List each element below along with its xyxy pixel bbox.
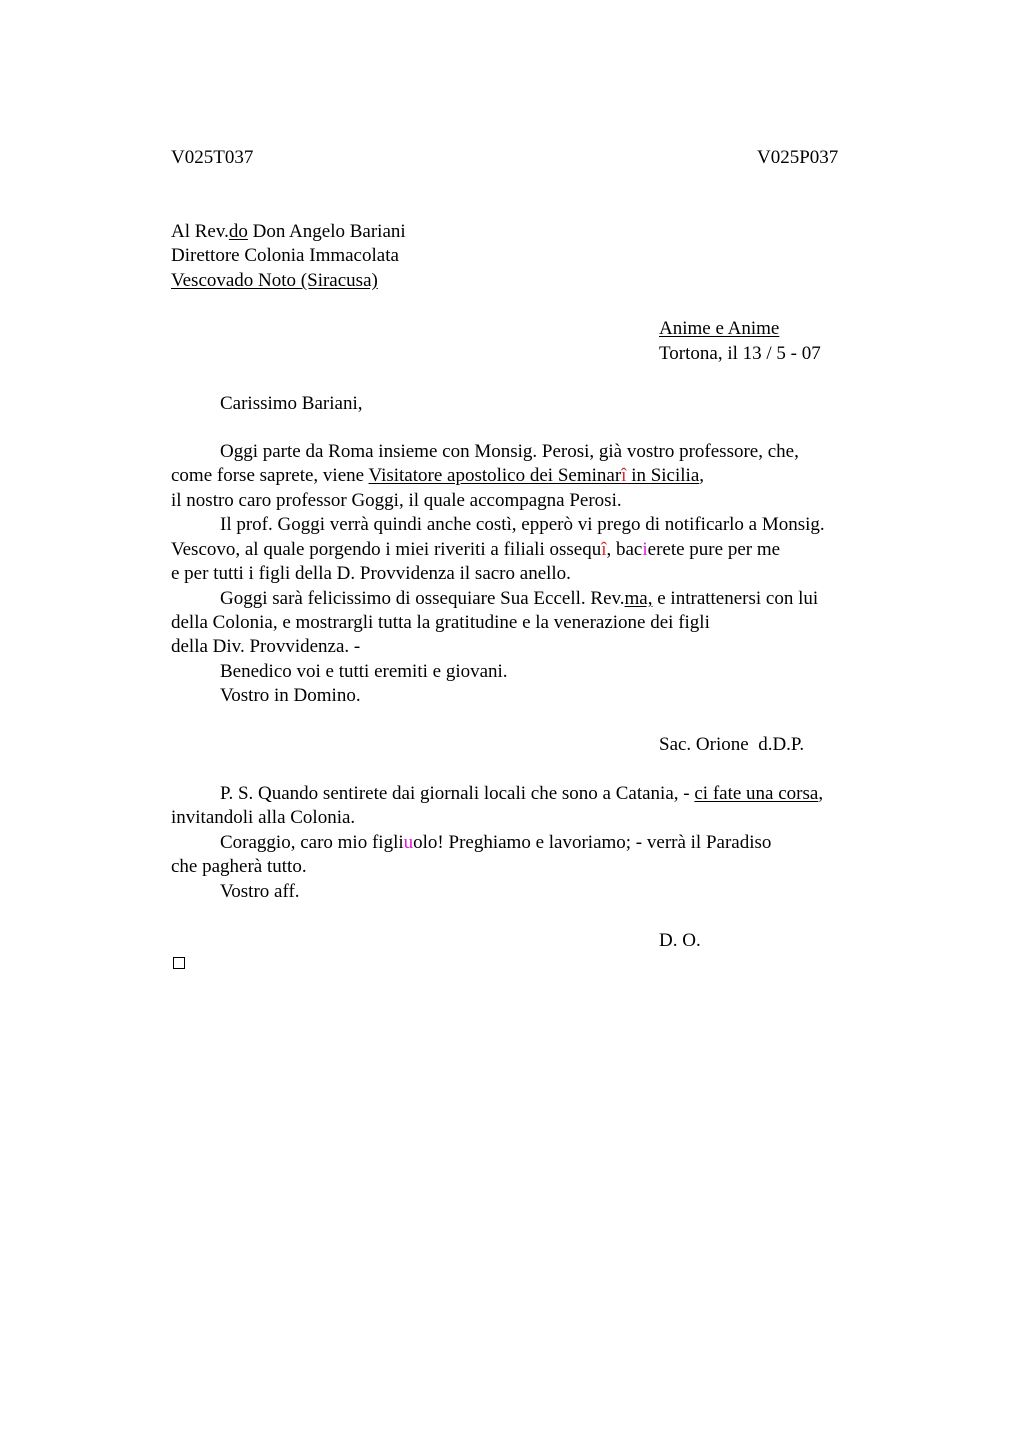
body-line [220,588,818,610]
body-text: erete pure per me [647,539,781,560]
body-text: , bac [606,539,643,560]
address-line-1 [171,221,406,243]
address-abbrev: do [228,221,248,242]
body-line: il nostro caro professor Goggi, il quale accompagna Perosi. [171,490,622,511]
body-line: Vostro in Domino. [220,685,361,706]
postscript-line: che pagherà tutto. [171,856,307,877]
address-line-3: Vescovado Noto (Siracusa) [171,270,378,291]
postscript-line [220,832,771,854]
red-mark: î [601,539,607,560]
right-code: V025P037 [757,147,839,168]
postscript-line [220,783,823,805]
initials: D. O. [659,930,701,951]
body-line: della Colonia, e mostrargli tutta la gratitudine e la venerazione dei figli [171,612,710,633]
body-text: Visitatore apostolico dei Seminar [368,465,622,486]
motto: Anime e Anime [659,318,780,339]
address-prefix: Al Rev. [171,221,229,242]
underlined-phrase: ci fate una corsa [694,783,819,804]
red-mark: î [621,465,627,486]
address-line-2: Direttore Colonia Immacolata [171,245,399,266]
postscript-line: Vostro aff. [220,881,300,902]
body-text: Vescovo, al quale porgendo i miei riveriti a filiali ossequ [171,539,602,560]
body-line: della Div. Provvidenza. - [171,636,361,657]
body-line [171,465,704,487]
body-text: , [818,783,824,804]
body-text: Goggi sarà felicissimo di ossequiare Sua Eccell. Rev. [220,588,625,609]
body-text: Coraggio, caro mio figli [220,832,404,853]
body-text: e intrattenersi con lui [652,588,819,609]
salutation: Carissimo Bariani, [220,393,363,414]
address-name: Don Angelo Bariani [247,221,406,242]
underlined-phrase [368,465,699,486]
body-line: Il prof. Goggi verrà quindi anche costì, epperò vi prego di notificarlo a Monsig. [220,514,825,535]
body-text: P. S. Quando sentirete dai giornali locali che sono a Catania, - [220,783,695,804]
body-text: come forse saprete, viene [171,465,369,486]
postscript-line: invitandoli alla Colonia. [171,807,356,828]
body-line: Oggi parte da Roma insieme con Monsig. Perosi, già vostro professore, che, [220,441,799,462]
body-text: olo! Preghiamo e lavoriamo; - verrà il Paradiso [413,832,772,853]
body-line: Benedico voi e tutti eremiti e giovani. [220,661,508,682]
left-code: V025T037 [171,147,254,168]
body-text: , [699,465,705,486]
end-square-icon [173,957,185,969]
underlined-phrase: ma, [624,588,653,609]
magenta-mark: u [403,832,414,853]
signature: Sac. Orione d.D.P. [659,734,805,755]
body-text: in Sicilia [626,465,700,486]
body-line [171,539,780,561]
body-line: e per tutti i figli della D. Provvidenza il sacro anello. [171,563,571,584]
magenta-mark: i [642,539,648,560]
place-date: Tortona, il 13 / 5 - 07 [659,343,821,364]
